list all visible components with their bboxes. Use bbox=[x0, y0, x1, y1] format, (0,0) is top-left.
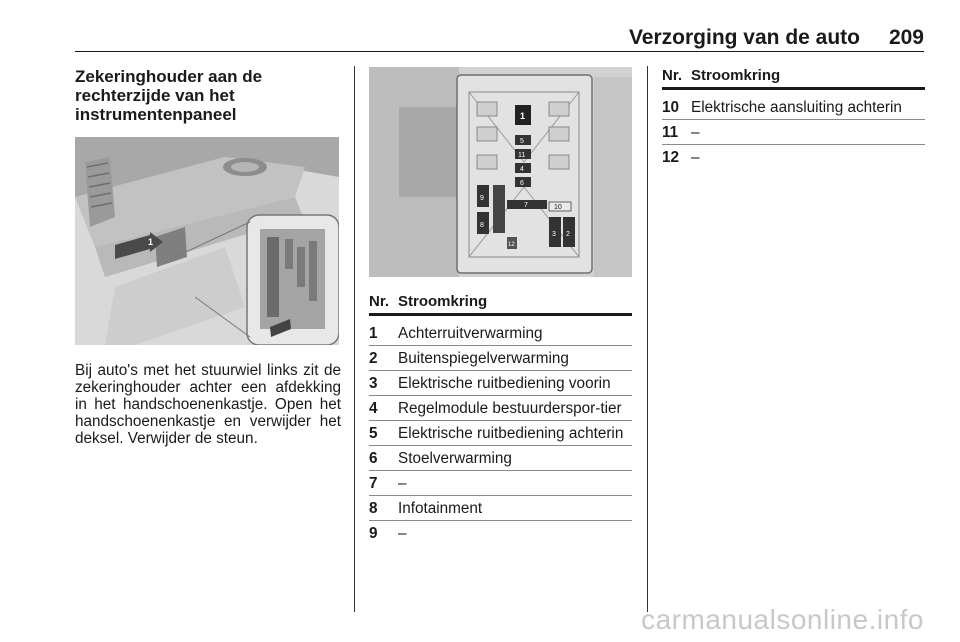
row-nr: 7 bbox=[369, 475, 378, 492]
fuse-label-11: 11 bbox=[518, 152, 526, 159]
fuse-label-12: 12 bbox=[508, 242, 515, 248]
row-circuit: Elektrische aansluiting achterin bbox=[691, 99, 902, 116]
fuse-label-2: 2 bbox=[566, 231, 570, 238]
column-header-circuit: Stroomkring bbox=[691, 67, 781, 84]
table-row bbox=[369, 446, 632, 471]
row-nr: 11 bbox=[662, 124, 679, 141]
row-nr: 6 bbox=[369, 450, 378, 467]
intro-paragraph: Bij auto's met het stuurwiel links zit de zekeringhouder achter een afdekking in het handschoenenkastje. Open het handschoenenkastje en verwijder het deksel. Verwijder de steun. bbox=[75, 362, 341, 447]
row-nr: 5 bbox=[369, 425, 378, 442]
column-divider-right bbox=[647, 66, 648, 612]
table-header bbox=[369, 293, 632, 316]
fuse-box-illustration bbox=[369, 67, 632, 277]
glovebox-illustration-drawing bbox=[75, 137, 339, 345]
table-row bbox=[369, 421, 632, 446]
row-nr: 4 bbox=[369, 400, 378, 417]
glovebox-illustration bbox=[75, 137, 339, 345]
table-row bbox=[662, 95, 925, 120]
column-header-circuit: Stroomkring bbox=[398, 293, 488, 310]
fuse-label-1: 1 bbox=[520, 111, 526, 121]
column-header-nr: Nr. bbox=[369, 293, 390, 310]
page-header-title: Verzorging van de auto bbox=[628, 26, 860, 49]
fuse-label-5: 5 bbox=[520, 138, 524, 145]
row-circuit: Elektrische ruitbediening voorin bbox=[398, 375, 611, 392]
fuse-box-diagram bbox=[369, 67, 632, 277]
section-title: Zekeringhouder aan de rechterzijde van het instrumentenpaneel bbox=[75, 67, 263, 124]
row-nr: 8 bbox=[369, 500, 378, 517]
fuse-label-10: 10 bbox=[554, 204, 562, 211]
row-circuit: Stoelverwarming bbox=[398, 450, 512, 467]
row-circuit: Infotainment bbox=[398, 500, 483, 517]
table-row bbox=[369, 471, 632, 496]
table-row bbox=[369, 396, 632, 421]
row-circuit: – bbox=[691, 149, 700, 166]
header-rule bbox=[75, 51, 924, 52]
row-circuit: Achterruitverwarming bbox=[398, 325, 543, 342]
table-row bbox=[369, 371, 632, 396]
fuse-label-6: 6 bbox=[520, 180, 524, 187]
photo-callout-number: 1 bbox=[148, 237, 154, 247]
fuse-label-9: 9 bbox=[480, 195, 484, 202]
table-row bbox=[369, 321, 632, 346]
column-header-nr: Nr. bbox=[662, 67, 683, 84]
fuse-table-middle bbox=[369, 293, 632, 545]
row-nr: 2 bbox=[369, 350, 378, 367]
fuse-table-right bbox=[662, 67, 925, 169]
table-row bbox=[369, 521, 632, 545]
row-circuit: Buitenspiegelverwarming bbox=[398, 350, 569, 367]
fuse-label-7: 7 bbox=[524, 202, 528, 209]
table-row bbox=[369, 496, 632, 521]
page-number: 209 bbox=[888, 26, 924, 49]
table-row bbox=[662, 120, 925, 145]
row-nr: 9 bbox=[369, 525, 378, 542]
row-circuit: Elektrische ruitbediening achterin bbox=[398, 425, 624, 442]
row-nr: 12 bbox=[662, 149, 680, 166]
fuse-label-3: 3 bbox=[552, 231, 556, 238]
row-circuit: Regelmodule bestuurderspor-tier bbox=[398, 400, 622, 417]
column-divider-left bbox=[354, 66, 355, 612]
row-nr: 1 bbox=[369, 325, 378, 342]
fuse-label-8: 8 bbox=[480, 222, 484, 229]
row-circuit: – bbox=[398, 475, 407, 492]
watermark: carmanualsonline.info bbox=[641, 604, 924, 635]
table-header bbox=[662, 67, 925, 90]
row-circuit: – bbox=[398, 525, 407, 542]
table-row bbox=[369, 346, 632, 371]
fuse-label-4: 4 bbox=[520, 166, 524, 173]
row-nr: 3 bbox=[369, 375, 378, 392]
row-nr: 10 bbox=[662, 99, 680, 116]
row-circuit: – bbox=[691, 124, 700, 141]
table-row bbox=[662, 145, 925, 169]
